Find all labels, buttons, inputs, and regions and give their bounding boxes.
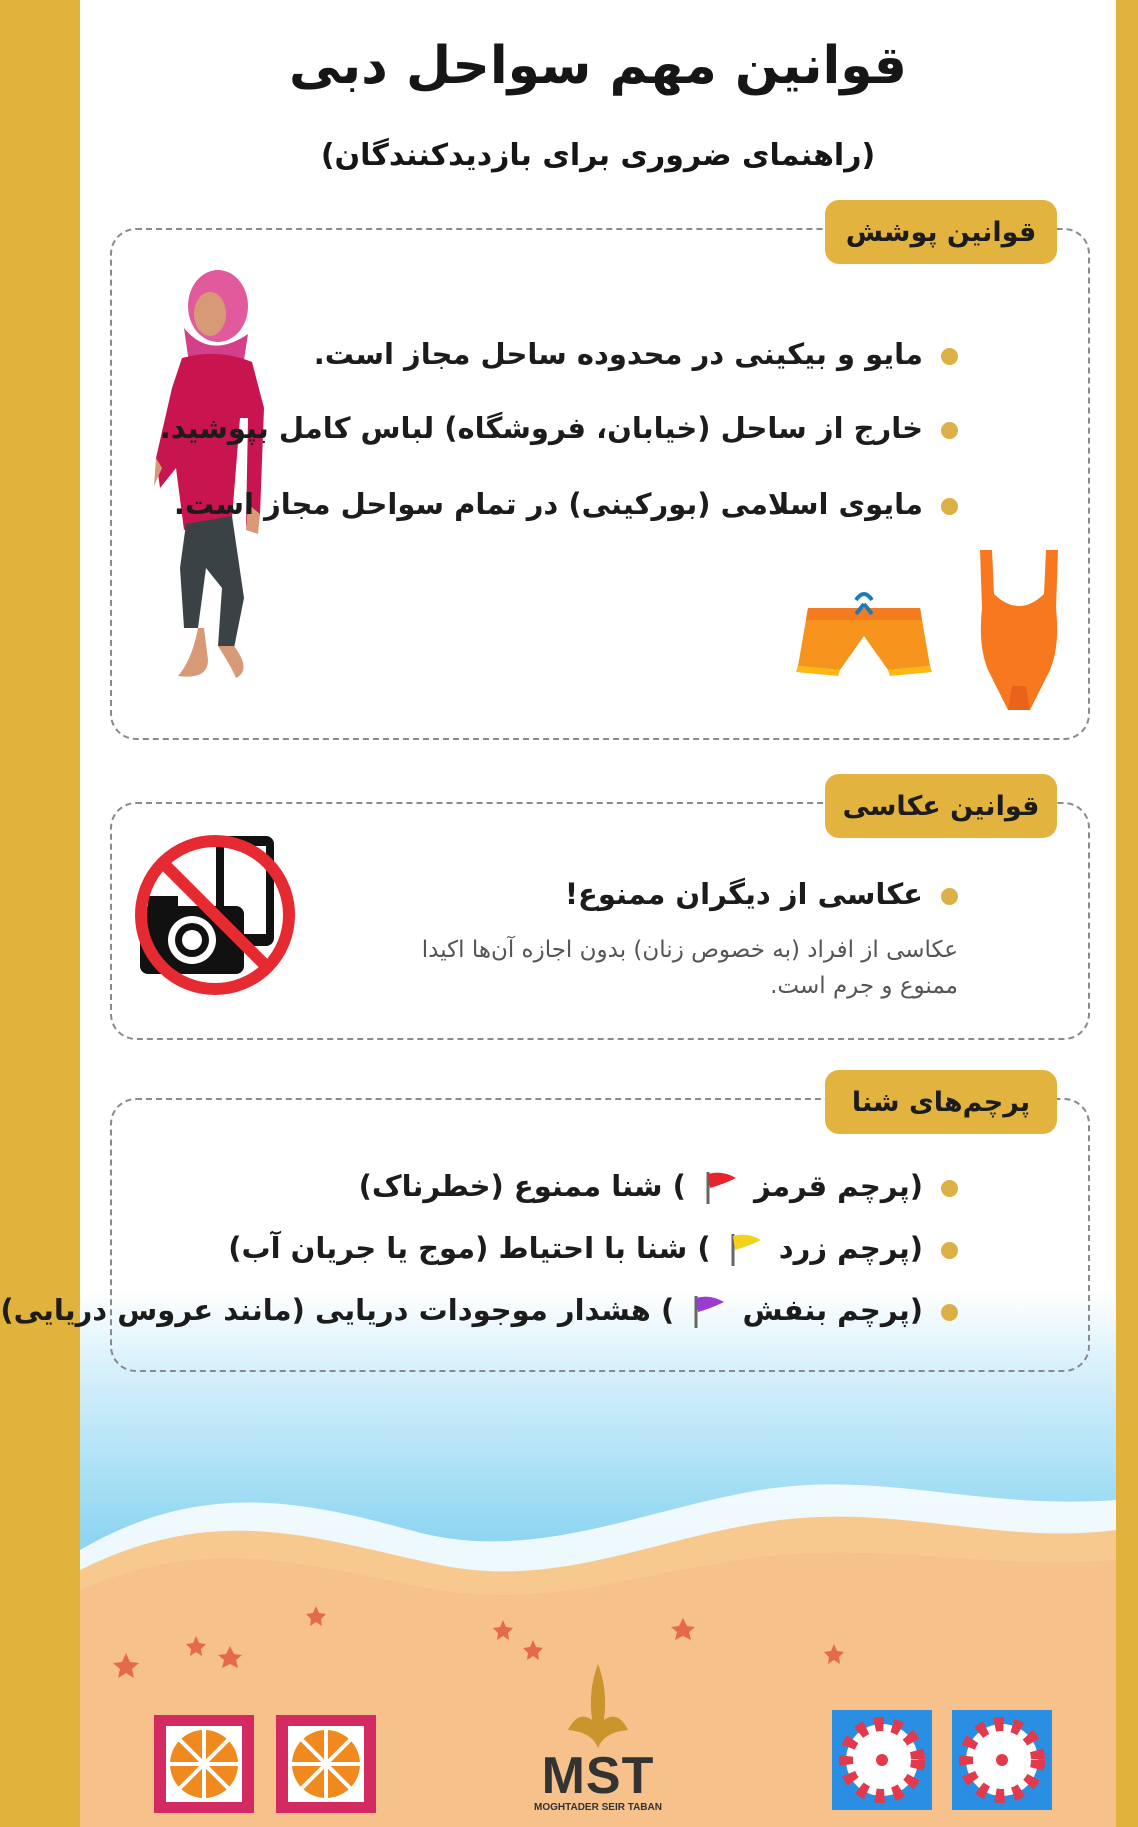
logo-caption: MOGHTADER SEIR TABAN [534,1802,662,1813]
bullet-dot [941,1304,958,1321]
bullet-dot [941,348,958,365]
beach-towel-right [832,1710,932,1810]
dress-rules-section [110,216,1090,740]
swimsuit-icon [974,546,1064,716]
flag-yellow-label: (پرچم زرد [778,1231,923,1265]
flag-red-label: (پرچم قرمز [754,1169,923,1203]
eagle-logo-icon [558,1660,638,1750]
bullet-dot [941,1242,958,1259]
beach-towel-right2 [952,1710,1052,1810]
page-title: قوانین مهم سواحل دبی [289,36,907,96]
flag-item-yellow [132,1228,958,1268]
brand-logo [518,1660,678,1813]
tag-photo-rules: قوانین عکاسی [825,774,1057,838]
dress-item-3-text: مایوی اسلامی (بورکینی) در تمام سواحل مجاز است. [173,487,923,521]
dress-item-2-text: خارج از ساحل (خیابان، فروشگاه) لباس کامل بپوشید. [159,411,923,445]
flag-red-desc: ) شنا ممنوع (خطرناک) [358,1169,686,1203]
tag-swim-flags: پرچم‌های شنا [825,1070,1057,1134]
flag-item-red [132,1166,958,1206]
beach-towel-left [154,1715,254,1813]
bullet-dot [941,1180,958,1197]
no-photo-icon [130,830,300,1000]
dress-item-1 [132,334,958,374]
dress-item-3 [132,484,958,524]
flag-item-purple [0,1290,958,1330]
swim-shorts-icon [794,580,934,680]
logo-brand-text: MST [541,1747,655,1805]
dress-item-1-text: مایو و بیکینی در محدوده ساحل مجاز است. [313,337,923,371]
beach-towel-left2 [276,1715,376,1813]
photo-item-1 [132,874,958,914]
page-subtitle: (راهنمای ضروری برای بازدیدکنندگان) [320,138,876,173]
photo-note [398,932,958,1004]
yellow-flag-icon [727,1232,763,1268]
tag-dress-rules: قوانین پوشش [825,200,1057,264]
swim-flags-section [0,1086,1090,1372]
flag-purple-label: (پرچم بنفش [742,1293,923,1327]
bullet-dot [941,422,958,439]
dress-item-2 [132,408,958,448]
photo-rules-section [110,790,1090,1040]
purple-flag-icon [690,1294,726,1330]
flag-purple-desc: ) هشدار موجودات دریایی (مانند عروس دریایی) [0,1293,675,1327]
photo-note-line-1: عکاسی از افراد (به خصوص زنان) بدون اجازه آن‌ها اکیدا [421,937,958,963]
bullet-dot [941,888,958,905]
bullet-dot [941,498,958,515]
flag-yellow-desc: ) شنا با احتیاط (موج یا جریان آب) [228,1231,711,1265]
red-flag-icon [702,1170,738,1206]
photo-note-line-2: ممنوع و جرم است. [770,973,958,999]
photo-heading: عکاسی از دیگران ممنوع! [564,877,923,911]
